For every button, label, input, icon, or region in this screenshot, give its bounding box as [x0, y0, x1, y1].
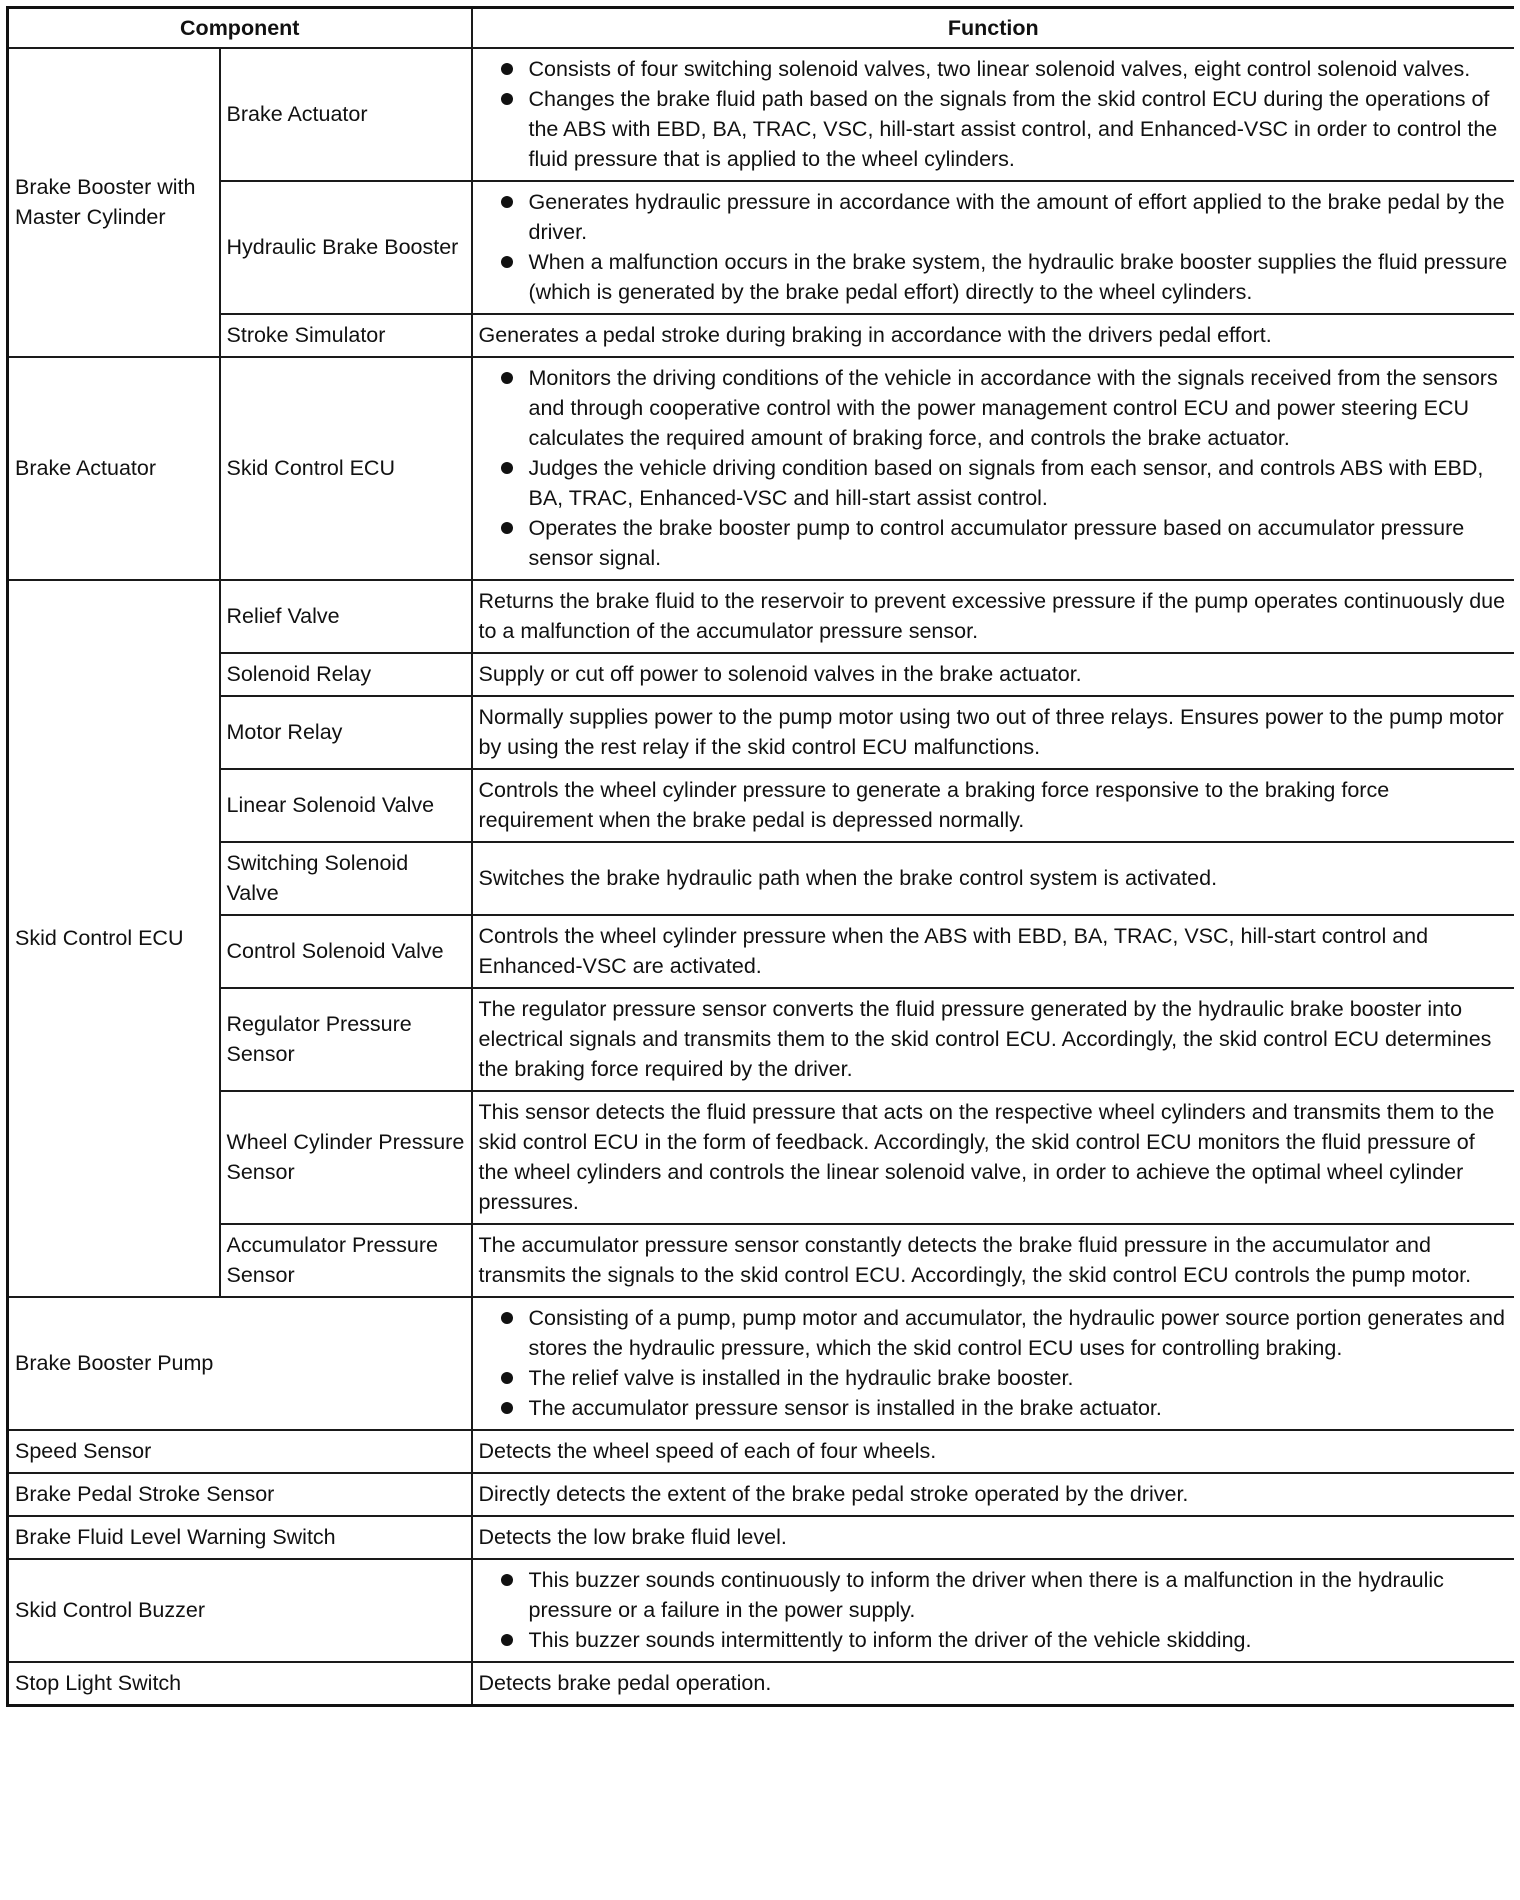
- sub-solenoid-relay: Solenoid Relay: [220, 653, 472, 696]
- function-relief-valve: Returns the brake fluid to the reservoir to prevent excessive pressure if the pump operates continuously due to a malfunction of the accumulator pressure sensor.: [472, 580, 1515, 653]
- function-linear-solenoid-valve: Controls the wheel cylinder pressure to generate a braking force responsive to the braking force requirement when the brake pedal is depressed normally.: [472, 769, 1515, 842]
- group-skid-control-buzzer: Skid Control Buzzer: [8, 1559, 472, 1662]
- table-row: [8, 48, 1515, 181]
- function-solenoid-relay: Supply or cut off power to solenoid valves in the brake actuator.: [472, 653, 1515, 696]
- group-brake-booster: Brake Booster with Master Cylinder: [8, 48, 220, 357]
- function-header: Function: [472, 8, 1515, 49]
- function-skid-control-ecu: [472, 357, 1515, 580]
- sub-accumulator-pressure-sensor: Accumulator Pressure Sensor: [220, 1224, 472, 1297]
- sub-skid-control-ecu: Skid Control ECU: [220, 357, 472, 580]
- component-header: Component: [8, 8, 472, 49]
- function-brake-fluid-level-warning-switch: Detects the low brake fluid level.: [472, 1516, 1515, 1559]
- function-motor-relay: Normally supplies power to the pump motor using two out of three relays. Ensures power to the pump motor by using the rest relay if the skid control ECU malfunctions.: [472, 696, 1515, 769]
- sub-linear-solenoid-valve: Linear Solenoid Valve: [220, 769, 472, 842]
- sub-stroke-simulator: Stroke Simulator: [220, 314, 472, 357]
- function-stop-light-switch: Detects brake pedal operation.: [472, 1662, 1515, 1706]
- component-function-table: [6, 6, 1514, 1707]
- bullet-item: Consisting of a pump, pump motor and accumulator, the hydraulic power source portion generates and stores the hydraulic pressure, which the skid control ECU uses for controlling braking.: [479, 1303, 1509, 1363]
- function-skid-control-buzzer: [472, 1559, 1515, 1662]
- table-row: [8, 988, 1515, 1091]
- bullet-item: This buzzer sounds intermittently to inform the driver of the vehicle skidding.: [479, 1625, 1509, 1655]
- table-row: [8, 1473, 1515, 1516]
- table-row: [8, 842, 1515, 915]
- group-brake-fluid-level-warning-switch: Brake Fluid Level Warning Switch: [8, 1516, 472, 1559]
- group-speed-sensor: Speed Sensor: [8, 1430, 472, 1473]
- group-brake-booster-pump: Brake Booster Pump: [8, 1297, 472, 1430]
- table-row: [8, 1091, 1515, 1224]
- table-row: [8, 653, 1515, 696]
- function-brake-pedal-stroke-sensor: Directly detects the extent of the brake pedal stroke operated by the driver.: [472, 1473, 1515, 1516]
- group-stop-light-switch: Stop Light Switch: [8, 1662, 472, 1706]
- group-skid-control-ecu: Skid Control ECU: [8, 580, 220, 1297]
- bullet-item: This buzzer sounds continuously to inform the driver when there is a malfunction in the hydraulic pressure or a failure in the power supply.: [479, 1565, 1509, 1625]
- table-row: [8, 1430, 1515, 1473]
- sub-hydraulic-brake-booster: Hydraulic Brake Booster: [220, 181, 472, 314]
- bullet-item: Judges the vehicle driving condition based on signals from each sensor, and controls ABS with EBD, BA, TRAC, Enhanced-VSC and hill-start assist control.: [479, 453, 1509, 513]
- table-row: [8, 181, 1515, 314]
- sub-motor-relay: Motor Relay: [220, 696, 472, 769]
- sub-relief-valve: Relief Valve: [220, 580, 472, 653]
- function-hydraulic-brake-booster: [472, 181, 1515, 314]
- group-brake-pedal-stroke-sensor: Brake Pedal Stroke Sensor: [8, 1473, 472, 1516]
- function-brake-actuator: [472, 48, 1515, 181]
- sub-regulator-pressure-sensor: Regulator Pressure Sensor: [220, 988, 472, 1091]
- table-row: [8, 1662, 1515, 1706]
- table-row: [8, 769, 1515, 842]
- sub-switching-solenoid-valve: Switching Solenoid Valve: [220, 842, 472, 915]
- table-row: [8, 580, 1515, 653]
- function-brake-booster-pump: [472, 1297, 1515, 1430]
- bullet-item: When a malfunction occurs in the brake system, the hydraulic brake booster supplies the fluid pressure (which is generated by the brake pedal effort) directly to the wheel cylinders.: [479, 247, 1509, 307]
- sub-wheel-cylinder-pressure-sensor: Wheel Cylinder Pressure Sensor: [220, 1091, 472, 1224]
- function-regulator-pressure-sensor: The regulator pressure sensor converts the fluid pressure generated by the hydraulic brake booster into electrical signals and transmits them to the skid control ECU. Accordingly, the skid control ECU determines the braking force required by the driver.: [472, 988, 1515, 1091]
- bullet-item: Generates hydraulic pressure in accordance with the amount of effort applied to the brake pedal by the driver.: [479, 187, 1509, 247]
- sub-control-solenoid-valve: Control Solenoid Valve: [220, 915, 472, 988]
- function-control-solenoid-valve: Controls the wheel cylinder pressure when the ABS with EBD, BA, TRAC, VSC, hill-start control and Enhanced-VSC are activated.: [472, 915, 1515, 988]
- component-function-sheet: [6, 6, 1514, 1894]
- bullet-item: Changes the brake fluid path based on the signals from the skid control ECU during the operations of the ABS with EBD, BA, TRAC, VSC, hill-start assist control, and Enhanced-VSC in order to control the fluid pressure that is applied to the wheel cylinders.: [479, 84, 1509, 174]
- bullet-item: Operates the brake booster pump to control accumulator pressure based on accumulator pressure sensor signal.: [479, 513, 1509, 573]
- bullet-item: Monitors the driving conditions of the vehicle in accordance with the signals received from the sensors and through cooperative control with the power management control ECU and power steering ECU calculates the required amount of braking force, and controls the brake actuator.: [479, 363, 1509, 453]
- table-row: [8, 1297, 1515, 1430]
- table-row: [8, 314, 1515, 357]
- bullet-item: The relief valve is installed in the hydraulic brake booster.: [479, 1363, 1509, 1393]
- function-accumulator-pressure-sensor: The accumulator pressure sensor constantly detects the brake fluid pressure in the accumulator and transmits the signals to the skid control ECU. Accordingly, the skid control ECU controls the pump motor.: [472, 1224, 1515, 1297]
- table-row: [8, 1559, 1515, 1662]
- table-header-row: [8, 8, 1515, 49]
- table-row: [8, 915, 1515, 988]
- table-row: [8, 696, 1515, 769]
- bullet-item: Consists of four switching solenoid valves, two linear solenoid valves, eight control solenoid valves.: [479, 54, 1509, 84]
- bullet-item: The accumulator pressure sensor is installed in the brake actuator.: [479, 1393, 1509, 1423]
- sub-brake-actuator: Brake Actuator: [220, 48, 472, 181]
- table-row: [8, 1516, 1515, 1559]
- table-row: [8, 357, 1515, 580]
- function-switching-solenoid-valve: Switches the brake hydraulic path when the brake control system is activated.: [472, 842, 1515, 915]
- function-speed-sensor: Detects the wheel speed of each of four wheels.: [472, 1430, 1515, 1473]
- function-wheel-cylinder-pressure-sensor: This sensor detects the fluid pressure that acts on the respective wheel cylinders and transmits them to the skid control ECU in the form of feedback. Accordingly, the skid control ECU monitors the fluid pressure of the wheel cylinders and controls the linear solenoid valve, in order to achieve the optimal wheel cylinder pressures.: [472, 1091, 1515, 1224]
- table-row: [8, 1224, 1515, 1297]
- function-stroke-simulator: Generates a pedal stroke during braking in accordance with the drivers pedal effort.: [472, 314, 1515, 357]
- group-brake-actuator: Brake Actuator: [8, 357, 220, 580]
